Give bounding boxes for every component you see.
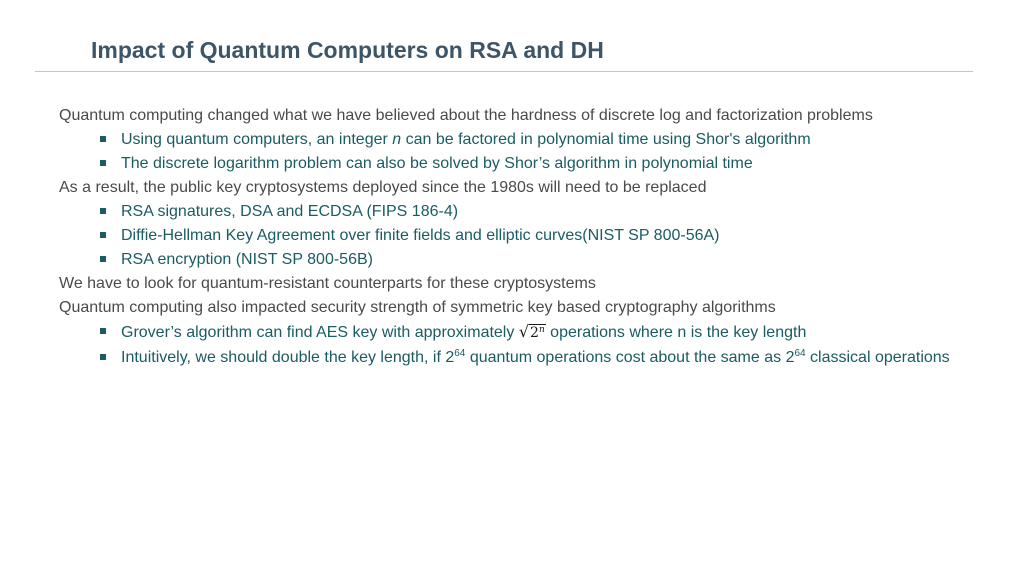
paragraph-replacement: As a result, the public key cryptosystems deployed since the 1980s will need to be replaced [59, 179, 707, 196]
square-bullet-icon [100, 232, 106, 238]
bullet-text: operations where n is the key length [545, 324, 807, 341]
bullet-rsa-signatures [121, 202, 959, 221]
square-bullet-icon [100, 136, 106, 142]
bullet-text: Intuitively, we should double the key length, if 2 [121, 349, 455, 366]
title-divider [35, 71, 973, 72]
variable-n: n [392, 131, 402, 148]
slide-title: Impact of Quantum Computers on RSA and DH [91, 37, 604, 63]
exponent: 64 [454, 348, 466, 359]
square-bullet-icon [100, 160, 106, 166]
bullet-text: classical operations [805, 349, 950, 366]
sqrt-radicand [529, 324, 546, 341]
square-bullet-icon [100, 208, 106, 214]
exponent: 64 [794, 348, 806, 359]
paragraph-quantum-hardness: Quantum computing changed what we have believed about the hardness of discrete log and factorization problems [59, 107, 873, 124]
sqrt-formula [519, 322, 546, 343]
bullet-text: RSA encryption (NIST SP 800-56B) [121, 251, 373, 268]
sqrt-base: 2 [530, 325, 539, 341]
sqrt-symbol: √ [518, 322, 530, 341]
paragraph-quantum-resistant: We have to look for quantum-resistant counterparts for these cryptosystems [59, 275, 596, 292]
bullet-text: Grover’s algorithm can find AES key with approximately [121, 324, 519, 341]
bullet-double-key-length [121, 348, 959, 367]
bullet-shor-discrete-log [121, 154, 959, 173]
sqrt-exponent: n [538, 325, 545, 335]
bullet-text: Diffie-Hellman Key Agreement over finite fields and elliptic curves(NIST SP 800-56A) [121, 227, 720, 244]
bullet-diffie-hellman [121, 226, 959, 245]
square-bullet-icon [100, 328, 106, 334]
bullet-text: quantum operations cost about the same as 2 [465, 349, 795, 366]
bullet-text: Using quantum computers, an integer [121, 131, 393, 148]
paragraph-symmetric-impact: Quantum computing also impacted security strength of symmetric key based cryptography algorithms [59, 299, 776, 316]
bullet-grover [121, 322, 959, 343]
bullet-text: can be factored in polynomial time using Shor's algorithm [401, 131, 811, 148]
slide-body [59, 106, 959, 372]
square-bullet-icon [100, 256, 106, 262]
bullet-rsa-encryption [121, 250, 959, 269]
bullet-shor-factoring [121, 130, 959, 149]
bullet-text: RSA signatures, DSA and ECDSA (FIPS 186-4) [121, 203, 459, 220]
square-bullet-icon [100, 354, 106, 360]
bullet-text: The discrete logarithm problem can also be solved by Shor’s algorithm in polynomial time [121, 155, 753, 172]
